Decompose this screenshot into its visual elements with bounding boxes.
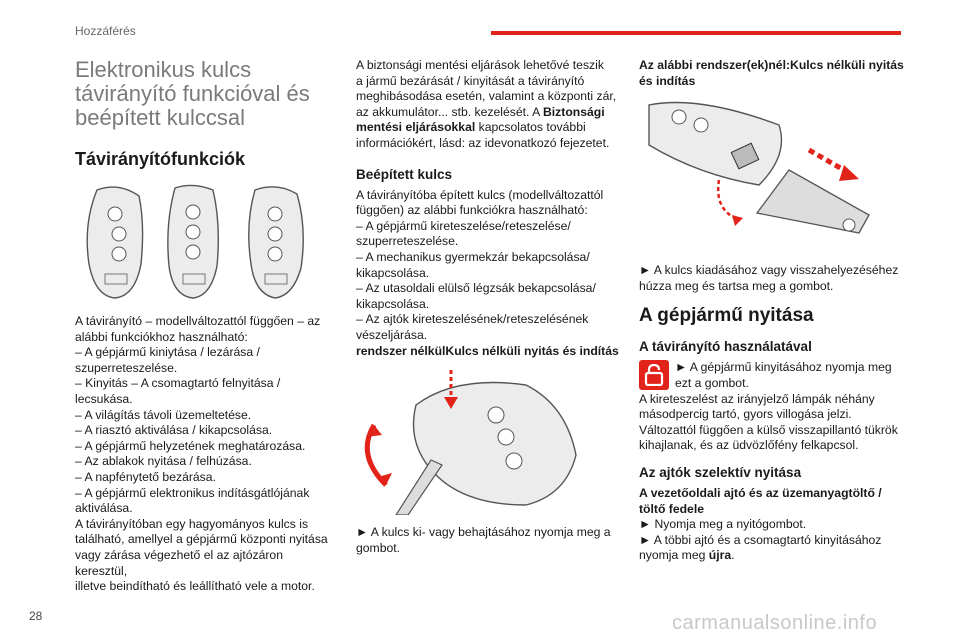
unlock-instruction: ► A gépjármű kinyitásához nyomja meg ezt a gombot. <box>639 360 909 391</box>
column-1 <box>75 58 337 595</box>
list-item: – A gépjármű elektronikus indításgátlójának <box>75 485 310 500</box>
list-item: – A gépjármű kiniytása / lezárása / <box>75 345 260 360</box>
list-item: – A mechanikus gyermekzár bekapcsolása/ <box>356 249 590 264</box>
builtin-key-list: A távirányítóba épített kulcs (modellváltozattól függően) az alábbi funkciókra használható: – A gépjármű kireteszelése/reteszelése/ szuperreteszelése. – A mechanikus gyermekzár bekapcsolása/ kikapcsolása. – Az utasoldali elülső légzsák bekapcsolása/ kikapcsolása. – Az ajtók kireteszelésének/reteszelésének vészeljárása. <box>356 188 621 344</box>
key-fold-illustration <box>356 365 621 515</box>
keyless-note: rendszer nélkülKulcs nélküli nyitás és indítás <box>356 343 619 358</box>
section-label: Hozzáférés <box>75 24 136 38</box>
backup-link-text: Biztonsági <box>542 104 605 119</box>
list-item: – A világítás távoli üzemeltetése. <box>75 407 252 422</box>
builtin-key-heading: Beépített kulcs <box>356 166 453 182</box>
step-2-cont: nyomja meg újra. <box>639 548 735 563</box>
list-item: – A gépjármű helyzetének meghatározása. <box>75 438 306 453</box>
list-item: – A riasztó aktiválása / kikapcsolása. <box>75 423 273 438</box>
list-item: – A gépjármű kireteszelése/reteszelése/ <box>356 218 571 233</box>
remote-keys-illustration <box>75 184 337 304</box>
list-item: – Az ajtók kireteszelésének/reteszelésének <box>356 312 589 327</box>
key-fold-caption: ► A kulcs ki- vagy behajtásához nyomja meg a gombot. <box>356 525 611 555</box>
column-3 <box>639 58 909 564</box>
selective-opening-heading: Az ajtók szelektív nyitása <box>639 464 802 480</box>
header-accent-bar <box>491 31 901 35</box>
remote-intro: A távirányító – modellváltozattól függően – az alábbi funkciókhoz használható: <box>75 314 321 344</box>
remote-outro: A távirányítóban egy hagyományos kulcs is található, amellyel a gépjármű központi nyitása vagy zárása végezhető el az ajtózáron keresztül, illetve beindítható és leállítható vele a motor. <box>75 516 328 594</box>
system-label: Az alábbi rendszer(ek)nél:Kulcs nélküli nyitás és indítás <box>639 58 904 88</box>
driver-door-label: A vezetőoldali ajtó és az üzemanyagtöltő / töltő fedele <box>639 485 882 516</box>
page-title: Elektronikus kulcs távirányító funkcióval és beépített kulccsal <box>75 57 310 130</box>
remote-functions-heading: Távirányítófunkciók <box>75 149 246 169</box>
key-extract-caption: ► A kulcs kiadásához vagy visszahelyezéséhez húzza meg és tartsa meg a gombot. <box>639 263 899 293</box>
list-item: – Az ablakok nyitása / felhúzása. <box>75 454 252 469</box>
remote-use-heading: A távirányító használatával <box>639 339 812 355</box>
page-number: 28 <box>29 609 43 623</box>
vehicle-opening-heading: A gépjármű nyitása <box>639 305 814 327</box>
step-1: ► Nyomja meg a nyitógombot. <box>639 517 807 532</box>
list-item: – A napfénytető bezárása. <box>75 469 216 484</box>
column-2 <box>356 58 621 556</box>
unlock-details: A kireteszelést az irányjelző lámpák néhány másodpercig tartó, gyors villogása jelzi. Változattól függően a külső visszapillantó tükrök kihajlanak, és az üdvözlőfény felkapcsol. <box>639 391 898 453</box>
list-item: – Kinyitás – A csomagtartó felnyitása / <box>75 376 281 391</box>
key-extract-illustration <box>639 95 909 253</box>
list-item: aktiválása. <box>75 501 133 516</box>
list-item: – Az utasoldali elülső légzsák bekapcsolása/ <box>356 281 596 296</box>
step-2: ► A többi ajtó és a csomagtartó kinyitásához <box>639 532 882 547</box>
backup-paragraph: A biztonsági mentési eljárások lehetővé teszik a jármű bezárását / kinyitását a távirányító meghibásodása esetén, valamint a központi zár, az akkumulátor... stb. kezelését. A Biztonsági mentési eljárásokkal kapcsolatos további információkért, lásd: az idevonatkozó fejezetet. <box>356 58 617 150</box>
watermark: carmanualsonline.info <box>672 612 878 634</box>
list-item: szuperreteszelése. <box>75 360 178 375</box>
remote-functions-list <box>75 345 337 517</box>
list-item: lecsukása. <box>75 391 133 406</box>
unlock-padlock-icon <box>639 360 669 390</box>
